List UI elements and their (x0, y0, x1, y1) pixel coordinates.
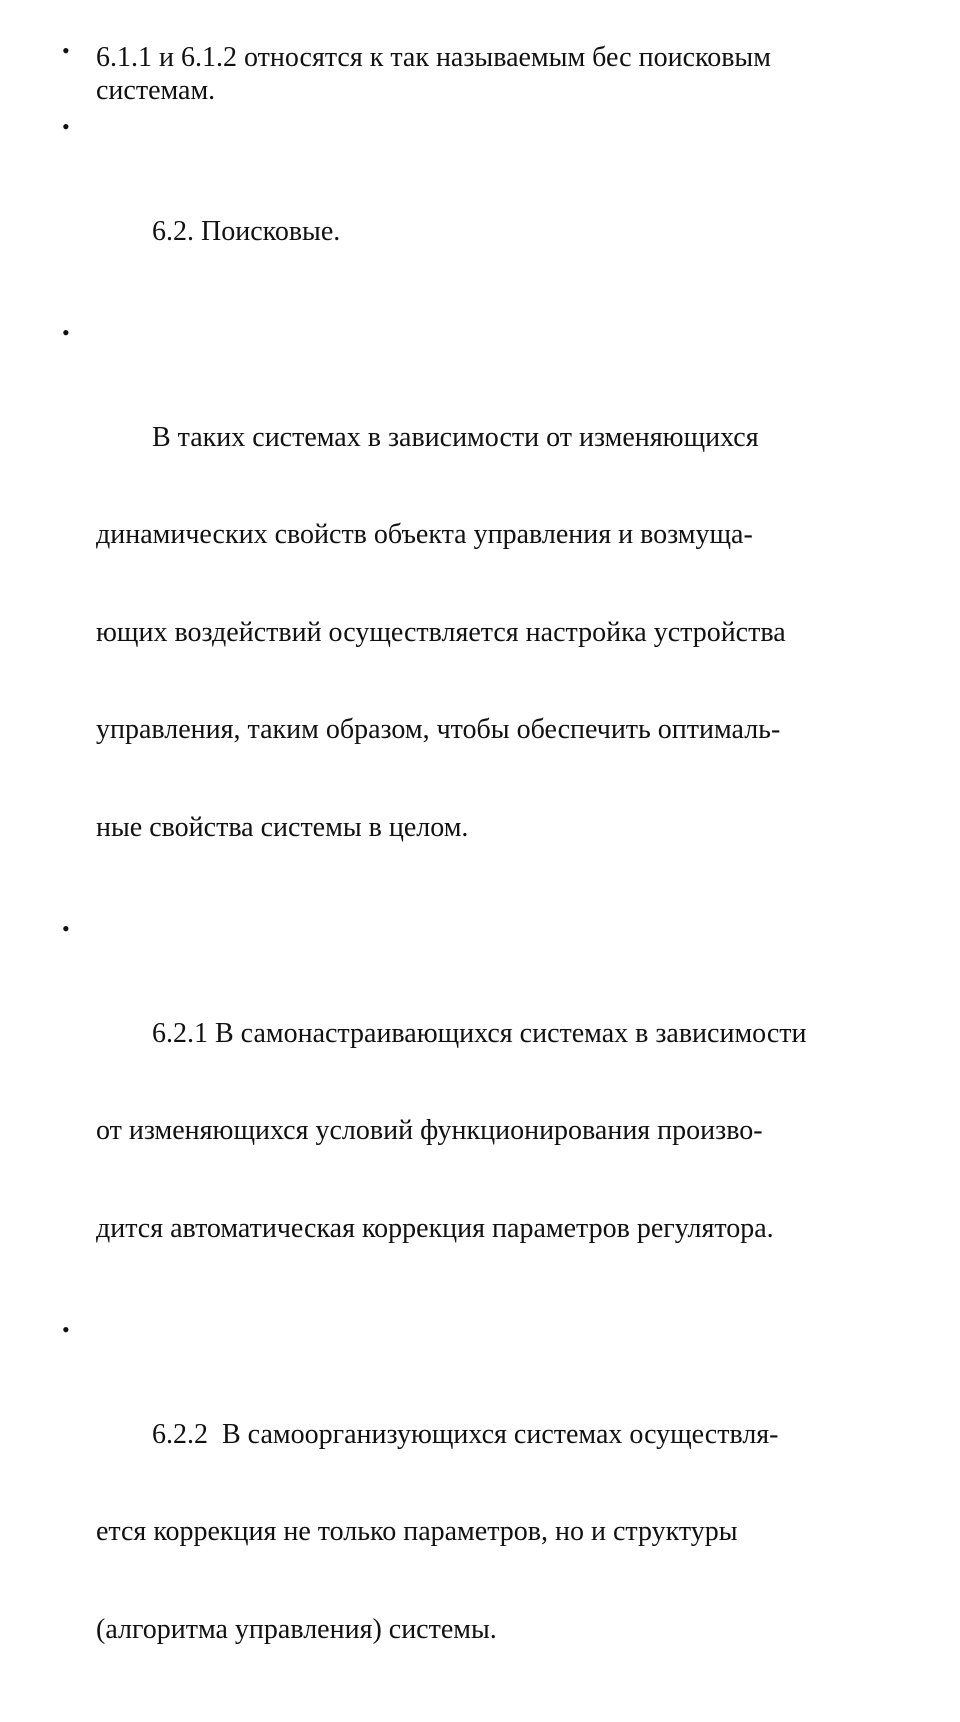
text-line: ется коррекция не только параметров, но и структуры (96, 1516, 738, 1547)
text-line: В таких системах в зависимости от изменяющихся (96, 421, 759, 453)
bullet-item (62, 916, 896, 1310)
text-line: системам. (96, 74, 216, 106)
text-line: ные свойства системы в целом. (96, 811, 469, 843)
bullet-icon: • (62, 320, 70, 345)
bullet-item (62, 114, 896, 313)
text-line: 6.2. Поисковые. (96, 215, 341, 247)
text-line: дится автоматическая коррекция параметров регулятора. (96, 1212, 774, 1244)
bullet-item (62, 1317, 896, 1711)
text-line: 6.2.2 В самоорганизующихся системах осуществля- (96, 1418, 779, 1450)
text-line: ющих воздействий осуществляется настройка устройства (96, 616, 786, 648)
text-line: 6.1.1 и 6.1.2 относятся к так называемым бес поисковым (96, 42, 771, 73)
bullet-icon: • (62, 114, 70, 139)
bullet-icon: • (62, 38, 70, 63)
text-line: 6.2.1 В самонастраивающихся системах в зависимости (96, 1017, 807, 1049)
bullet-item (62, 320, 896, 909)
text-line: (алгоритма управления) системы. (96, 1613, 497, 1645)
bullet-icon: • (62, 1317, 70, 1342)
text-line: управления, таким образом, чтобы обеспечить оптималь- (96, 714, 781, 745)
bullet-icon: • (62, 916, 70, 941)
bullet-item (62, 38, 896, 107)
text-line: от изменяющихся условий функционирования произво- (96, 1115, 763, 1146)
text-line: динамических свойств объекта управления и возмуща- (96, 519, 753, 550)
bullet-list (62, 38, 896, 1722)
